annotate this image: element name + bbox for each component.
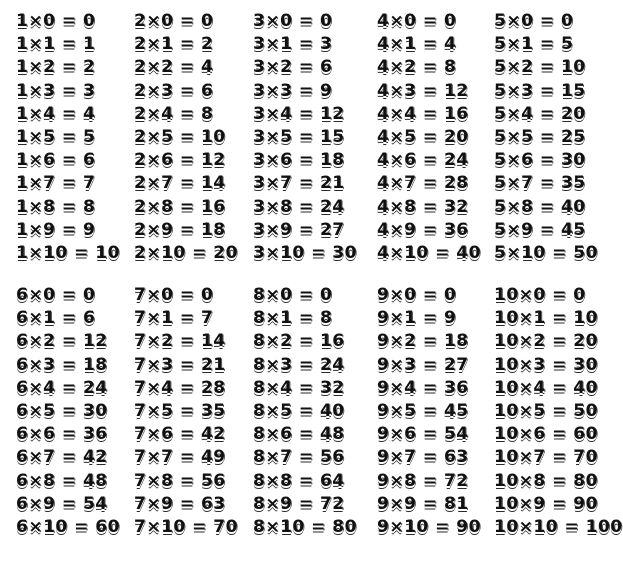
equation-row: 6×2 = 12 — [16, 331, 108, 352]
equation-row: 2×10 = 20 — [134, 242, 238, 263]
equation-row: 10×5 = 50 — [494, 400, 598, 421]
equation-row: 4×1 = 4 — [377, 34, 457, 55]
equation-row: 3×6 = 18 — [253, 150, 345, 171]
equation-row: 5×9 = 45 — [494, 219, 586, 240]
equation-row: 6×3 = 18 — [16, 354, 108, 375]
equation-row: 10×7 = 70 — [494, 447, 598, 468]
equation-row: 6×4 = 24 — [16, 377, 108, 398]
equation-row: 7×8 = 56 — [134, 470, 226, 491]
equation-row: 4×9 = 36 — [377, 219, 469, 240]
equation-row: 10×10 = 100 — [494, 516, 623, 537]
equation-row: 8×1 = 8 — [253, 308, 333, 329]
equation-row: 2×6 = 12 — [134, 150, 226, 171]
equation-row: 10×0 = 0 — [494, 285, 586, 305]
equation-row: 1×4 = 4 — [16, 103, 96, 124]
equation-row: 1×0 = 0 — [16, 11, 96, 31]
equation-row: 5×1 = 5 — [494, 34, 574, 55]
equation-row: 9×7 = 63 — [377, 447, 469, 468]
equation-row: 7×4 = 28 — [134, 377, 226, 398]
equation-row: 2×9 = 18 — [134, 219, 226, 240]
equation-row: 7×6 = 42 — [134, 424, 226, 445]
equation-row: 6×9 = 54 — [16, 493, 108, 514]
equation-row: 4×6 = 24 — [377, 150, 469, 171]
table-8 — [253, 284, 365, 539]
equation-row: 8×10 = 80 — [253, 516, 357, 537]
equation-row: 4×2 = 8 — [377, 57, 457, 78]
equation-row: 7×9 = 63 — [134, 493, 226, 514]
table-6 — [16, 284, 128, 539]
equation-row: 9×5 = 45 — [377, 400, 469, 421]
equation-row: 4×5 = 20 — [377, 126, 469, 147]
equation-row: 10×9 = 90 — [494, 493, 598, 514]
equation-row: 3×2 = 6 — [253, 57, 333, 78]
equation-row: 5×0 = 0 — [494, 11, 574, 31]
equation-row: 8×7 = 56 — [253, 447, 345, 468]
equation-row: 6×8 = 48 — [16, 470, 108, 491]
equation-row: 9×6 = 54 — [377, 424, 469, 445]
table-10 — [494, 284, 623, 539]
equation-row: 5×7 = 35 — [494, 173, 586, 194]
equation-row: 9×1 = 9 — [377, 308, 457, 329]
equation-row: 7×2 = 14 — [134, 331, 226, 352]
equation-row: 2×8 = 16 — [134, 196, 226, 217]
equation-row: 9×0 = 0 — [377, 285, 457, 305]
equation-row: 8×3 = 24 — [253, 354, 345, 375]
equation-row: 2×1 = 2 — [134, 34, 214, 55]
equation-row: 3×10 = 30 — [253, 242, 357, 263]
equation-row: 1×8 = 8 — [16, 196, 96, 217]
equation-row: 8×2 = 16 — [253, 331, 345, 352]
equation-row: 10×8 = 80 — [494, 470, 598, 491]
equation-row: 4×4 = 16 — [377, 103, 469, 124]
equation-row: 6×7 = 42 — [16, 447, 108, 468]
equation-row: 5×5 = 25 — [494, 126, 586, 147]
table-1 — [16, 10, 128, 265]
equation-row: 1×10 = 10 — [16, 242, 120, 263]
equation-row: 7×3 = 21 — [134, 354, 226, 375]
equation-row: 8×0 = 0 — [253, 285, 333, 305]
table-5 — [494, 10, 606, 265]
equation-row: 3×5 = 15 — [253, 126, 345, 147]
equation-row: 3×9 = 27 — [253, 219, 345, 240]
equation-row: 8×4 = 32 — [253, 377, 345, 398]
equation-row: 4×8 = 32 — [377, 196, 469, 217]
equation-row: 1×3 = 3 — [16, 80, 96, 101]
equation-row: 10×4 = 40 — [494, 377, 598, 398]
equation-row: 6×10 = 60 — [16, 516, 120, 537]
equation-row: 9×2 = 18 — [377, 331, 469, 352]
equation-row: 3×1 = 3 — [253, 34, 333, 55]
equation-row: 4×0 = 0 — [377, 11, 457, 31]
equation-row: 6×1 = 6 — [16, 308, 96, 329]
equation-row: 1×7 = 7 — [16, 173, 96, 194]
table-9 — [377, 284, 489, 539]
equation-row: 5×3 = 15 — [494, 80, 586, 101]
equation-row: 9×4 = 36 — [377, 377, 469, 398]
equation-row: 3×0 = 0 — [253, 11, 333, 31]
equation-row: 2×5 = 10 — [134, 126, 226, 147]
equation-row: 7×1 = 7 — [134, 308, 214, 329]
equation-row: 6×5 = 30 — [16, 400, 108, 421]
equation-row: 8×6 = 48 — [253, 424, 345, 445]
equation-row: 7×7 = 49 — [134, 447, 226, 468]
equation-row: 10×3 = 30 — [494, 354, 598, 375]
equation-row: 10×2 = 20 — [494, 331, 598, 352]
table-7 — [134, 284, 246, 539]
equation-row: 3×3 = 9 — [253, 80, 333, 101]
equation-row: 1×2 = 2 — [16, 57, 96, 78]
equation-row: 9×10 = 90 — [377, 516, 481, 537]
equation-row: 6×0 = 0 — [16, 285, 96, 305]
equation-row: 5×10 = 50 — [494, 242, 598, 263]
equation-row: 6×6 = 36 — [16, 424, 108, 445]
equation-row: 9×8 = 72 — [377, 470, 469, 491]
equation-row: 1×6 = 6 — [16, 150, 96, 171]
equation-row: 2×3 = 6 — [134, 80, 214, 101]
equation-row: 8×8 = 64 — [253, 470, 345, 491]
equation-row: 5×8 = 40 — [494, 196, 586, 217]
equation-row: 2×2 = 4 — [134, 57, 214, 78]
table-3 — [253, 10, 365, 265]
equation-row: 1×9 = 9 — [16, 219, 96, 240]
equation-row: 3×4 = 12 — [253, 103, 345, 124]
equation-row: 3×8 = 24 — [253, 196, 345, 217]
equation-row: 4×3 = 12 — [377, 80, 469, 101]
equation-row: 5×4 = 20 — [494, 103, 586, 124]
equation-row: 1×1 = 1 — [16, 34, 96, 55]
equation-row: 3×7 = 21 — [253, 173, 345, 194]
equation-row: 4×10 = 40 — [377, 242, 481, 263]
equation-row: 7×10 = 70 — [134, 516, 238, 537]
equation-row: 2×4 = 8 — [134, 103, 214, 124]
equation-row: 5×6 = 30 — [494, 150, 586, 171]
table-2 — [134, 10, 246, 265]
equation-row: 9×9 = 81 — [377, 493, 469, 514]
equation-row: 8×9 = 72 — [253, 493, 345, 514]
table-4 — [377, 10, 489, 265]
equation-row: 9×3 = 27 — [377, 354, 469, 375]
equation-row: 10×1 = 10 — [494, 308, 598, 329]
equation-row: 10×6 = 60 — [494, 424, 598, 445]
equation-row: 1×5 = 5 — [16, 126, 96, 147]
equation-row: 2×0 = 0 — [134, 11, 214, 31]
equation-row: 4×7 = 28 — [377, 173, 469, 194]
equation-row: 7×0 = 0 — [134, 285, 214, 305]
equation-row: 8×5 = 40 — [253, 400, 345, 421]
equation-row: 7×5 = 35 — [134, 400, 226, 421]
equation-row: 5×2 = 10 — [494, 57, 586, 78]
equation-row: 2×7 = 14 — [134, 173, 226, 194]
